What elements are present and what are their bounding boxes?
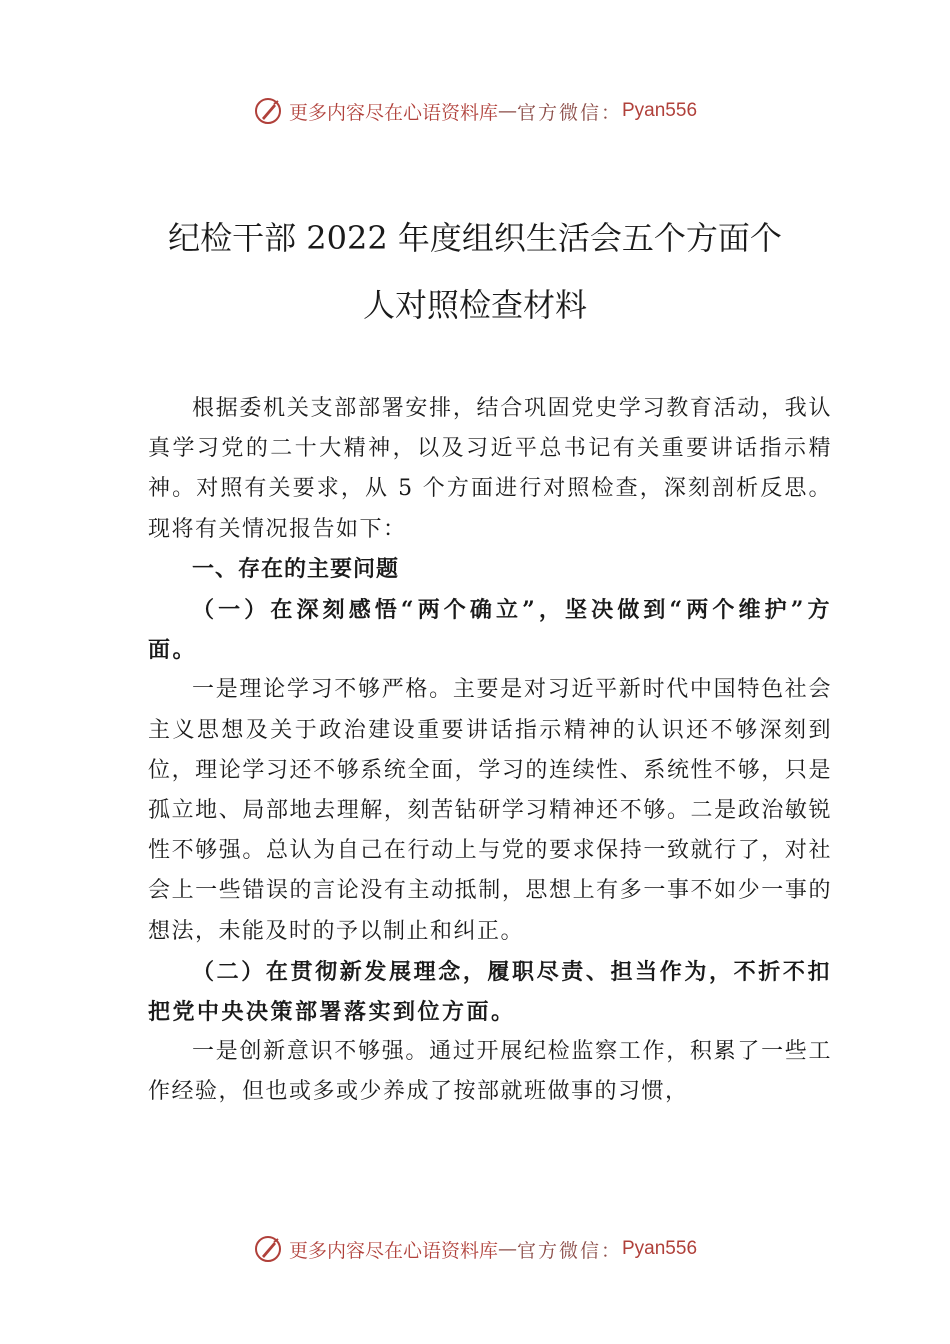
body-paragraph-2: 一是创新意识不够强。通过开展纪检监察工作，积累了一些工作经验，但也或多或少养成了按部就班做事的习惯， [148,1039,832,1105]
header-watermark [0,96,950,126]
watermark-wechat-id: Pyan556 [622,100,698,121]
title-line-2: 人对照检查材料 [362,286,587,324]
subsection-heading-1: （一）在深刻感悟“两个确立”，坚决做到“两个维护”方面。 [148,597,832,664]
intro-paragraph: 根据委机关支部部署安排，结合巩固党史学习教育活动，我认真学习党的二十大精神，以及习近平总书记有关重要讲话指示精神。对照有关要求，从 5 个方面进行对照检查，深刻剖析反思。现将有关情况报告如下： [148,396,832,542]
document-body [148,389,832,1113]
title-line-1: 纪检干部 2022 年度组织生活会五个方面个 [168,219,782,257]
footer-watermark [0,1234,950,1264]
quill-logo-icon [253,96,283,126]
watermark-label: 官方微信： [516,101,622,124]
watermark-label: 官方微信： [516,1239,622,1262]
quill-logo-icon [253,1234,283,1264]
subsection-heading-2: （二）在贯彻新发展理念，履职尽责、担当作为，不折不扣把党中央决策部署落实到位方面。 [148,958,832,1026]
watermark-separator: — [497,100,517,122]
watermark-brand: 更多内容尽在心语资料库 [288,101,498,124]
body-paragraph-1: 一是理论学习不够严格。主要是对习近平新时代中国特色社会主义思想及关于政治建设重要讲话指示精神的认识还不够深刻到位，理论学习还不够系统全面，学习的连续性、系统性不够，只是孤立地、局部地去理解，刻苦钻研学习精神还不够。二是政治敏锐性不够强。总认为自己在行动上与党的要求保持一致就行了，对社会上一些错误的言论没有主动抵制，思想上有多一事不如少一事的想法，未能及时的予以制止和纠正。 [148,677,832,944]
watermark-brand: 更多内容尽在心语资料库 [288,1239,498,1262]
watermark-separator: — [497,1238,517,1260]
document-title [0,205,950,339]
watermark-wechat-id: Pyan556 [622,1238,698,1259]
section-heading: 一、存在的主要问题 [192,556,400,582]
